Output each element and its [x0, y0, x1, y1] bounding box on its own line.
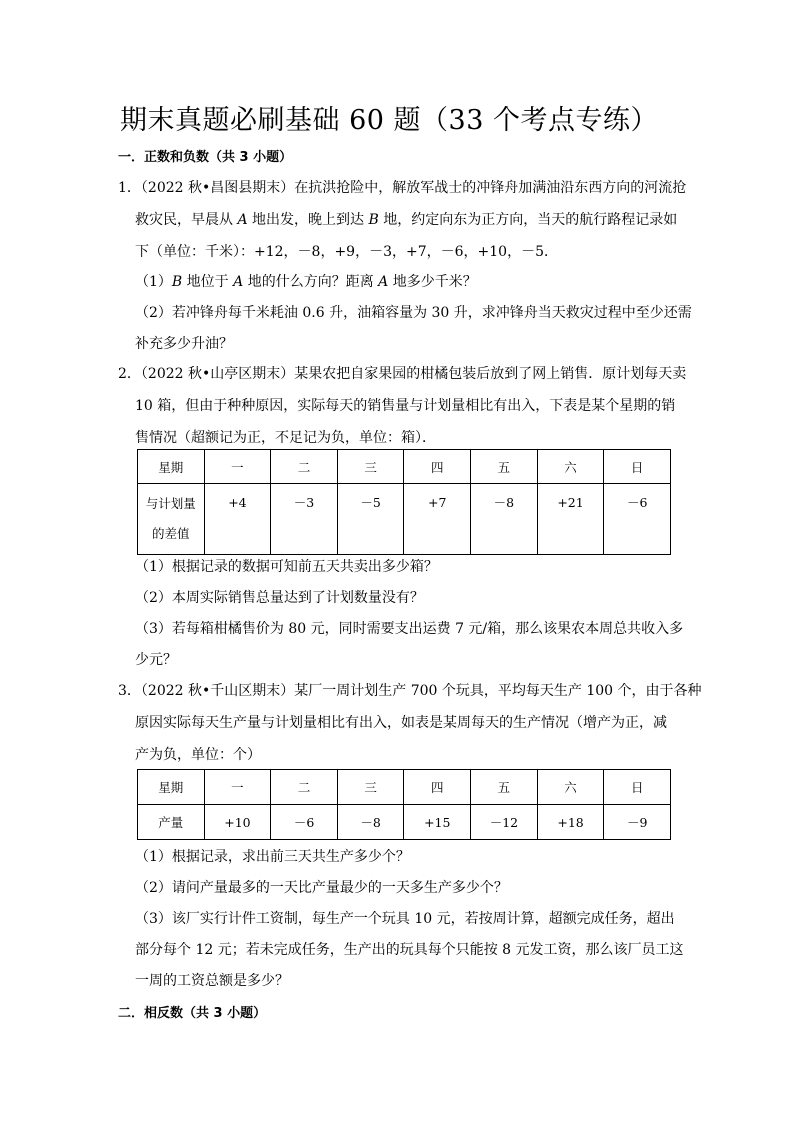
question-3-sub-3: （3）该厂实行计件工资制，每生产一个玩具 10 元，若按周计算，超额完成任务，超出 — [135, 911, 675, 927]
table-header-cell: 一 — [204, 770, 271, 805]
question-1 — [118, 172, 687, 268]
table-cell: －5 — [337, 484, 404, 555]
table-row-label: 与计划量 的差值 — [138, 484, 205, 555]
table-cell: +18 — [537, 805, 604, 840]
production-table — [137, 769, 671, 840]
table-header-cell: 二 — [271, 770, 338, 805]
question-1-line-1: 1．（2022 秋•昌图县期末）在抗洪抢险中，解放军战士的冲锋舟加满油沿东西方向的河流抢 — [118, 180, 687, 196]
question-2-sub-3-cont: 少元？ — [135, 652, 177, 668]
table-cell: －8 — [471, 484, 538, 555]
table-header-cell: 六 — [537, 450, 604, 484]
question-2-sub-3: （3）若每箱柑橘售价为 80 元，同时需要支出运费 7 元/箱，那么该果农本周总共收入多 — [135, 621, 684, 637]
table-cell: －12 — [471, 805, 538, 840]
section-heading-positive-negative: 一．正数和负数（共 3 小题） — [118, 150, 293, 165]
table-cell: －8 — [337, 805, 404, 840]
table-cell: +15 — [404, 805, 471, 840]
table-header-cell: 星期 — [138, 770, 205, 805]
point-a-label: A — [237, 212, 248, 228]
table-header-cell: 三 — [337, 450, 404, 484]
table-header-cell: 五 — [471, 450, 538, 484]
table-header-cell: 六 — [537, 770, 604, 805]
table-cell: +4 — [204, 484, 271, 555]
table-cell: －6 — [271, 805, 338, 840]
question-2-line-1: 2．（2022 秋•山亭区期末）某果农把自家果园的柑橘包装后放到了网上销售．原计划每天卖 — [118, 366, 687, 382]
question-2-line-2: 10 箱，但由于种种原因，实际每天的销售量与计划量相比有出入，下表是某个星期的销 — [135, 398, 676, 414]
question-3-line-1: 3．（2022 秋•千山区期末）某厂一周计划生产 700 个玩具，平均每天生产 100 个，由于各种 — [118, 683, 702, 699]
table-cell: +7 — [404, 484, 471, 555]
table-cell: +21 — [537, 484, 604, 555]
question-3-sub-2: （2）请问产量最多的一天比产量最少的一天多生产多少个？ — [135, 880, 508, 896]
table-row — [138, 770, 671, 805]
table-cell: +10 — [204, 805, 271, 840]
question-2-sub-2: （2）本周实际销售总量达到了计划数量没有？ — [135, 590, 424, 606]
question-1-sub-2: （2）若冲锋舟每千米耗油 0.6 升，油箱容量为 30 升，求冲锋舟当天救灾过程中至少还需 — [135, 305, 692, 321]
table-header-cell: 二 — [271, 450, 338, 484]
table-header-cell: 日 — [604, 770, 671, 805]
table-row — [138, 484, 671, 555]
question-1-sub-1: （1）B 地位于 A 地的什么方向？距离 A 地多少千米？ — [135, 274, 477, 290]
question-3-line-2: 原因实际每天生产量与计划量相比有出入，如表是某周每天的生产情况（增产为正，减 — [135, 715, 667, 731]
table-header-cell: 星期 — [138, 450, 205, 484]
question-3-sub-1: （1）根据记录，求出前三天共生产多少个？ — [135, 849, 410, 865]
question-1-line-3: 下（单位：千米）：+12，－8，+9，－3，+7，－6，+10，－5． — [135, 244, 558, 260]
sales-table — [137, 449, 671, 555]
point-b-label: B — [368, 212, 379, 228]
question-2-sub-1: （1）根据记录的数据可知前五天共卖出多少箱？ — [135, 559, 438, 575]
table-header-cell: 四 — [404, 770, 471, 805]
question-1-sub-2-cont: 补充多少升油？ — [135, 336, 233, 352]
table-header-cell: 四 — [404, 450, 471, 484]
page-title: 期末真题必刷基础 60 题（33 个考点专练） — [120, 105, 658, 136]
table-cell: －6 — [604, 484, 671, 555]
question-3-sub-3-cont: 部分每个 12 元；若未完成任务，生产出的玩具每个只能按 8 元发工资，那么该厂员工这 — [135, 942, 684, 958]
question-3-sub-3-cont-2: 一周的工资总额是多少？ — [135, 973, 289, 989]
question-2-line-3: 售情况（超额记为正，不足记为负，单位：箱）． — [135, 430, 436, 446]
table-header-cell: 一 — [204, 450, 271, 484]
question-1-line-2: 救灾民，早晨从 A 地出发，晚上到达 B 地，约定向东为正方向，当天的航行路程记录如 — [135, 212, 678, 228]
question-3 — [118, 675, 702, 771]
question-2 — [118, 358, 687, 454]
table-header-cell: 日 — [604, 450, 671, 484]
table-header-cell: 三 — [337, 770, 404, 805]
table-header-cell: 五 — [471, 770, 538, 805]
table-row — [138, 805, 671, 840]
question-3-line-3: 产为负，单位：个） — [135, 747, 261, 763]
section-heading-opposite-numbers: 二．相反数（共 3 小题） — [118, 1006, 267, 1021]
table-cell: －3 — [271, 484, 338, 555]
table-cell: －9 — [604, 805, 671, 840]
table-row — [138, 450, 671, 484]
table-row-label: 产量 — [138, 805, 205, 840]
